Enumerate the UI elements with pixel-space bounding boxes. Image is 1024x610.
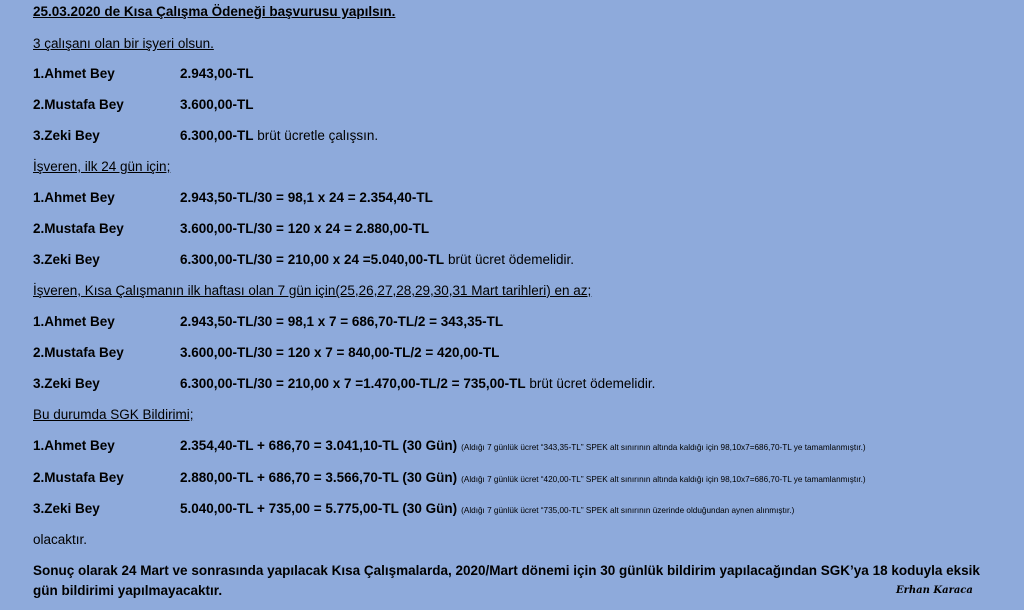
employee-name: 1.Ahmet Bey xyxy=(33,66,115,81)
intro-line: 3 çalışanı olan bir işyeri olsun. xyxy=(33,36,214,51)
calc-formula: 3.600,00-TL/30 = 120 x 7 = 840,00-TL/2 = 420,00-TL xyxy=(180,345,500,360)
employee-name: 3.Zeki Bey xyxy=(33,501,100,516)
employee-salary: 6.300,00-TL xyxy=(180,128,254,143)
employee-name: 2.Mustafa Bey xyxy=(33,221,124,236)
sgk-formula: 2.880,00-TL + 686,70 = 3.566,70-TL (30 Gün) xyxy=(180,470,458,485)
employee-salary: 3.600,00-TL xyxy=(180,97,254,112)
employee-name: 2.Mustafa Bey xyxy=(33,470,124,485)
calc-formula: 3.600,00-TL/30 = 120 x 24 = 2.880,00-TL xyxy=(180,221,430,236)
sgk-note: (Aldığı 7 günlük ücret “343,35-TL” SPEK alt sınırının altında kaldığı için 98,10x7=686,70-TL ye tamamlanmıştır.) xyxy=(461,443,866,452)
document-title: 25.03.2020 de Kısa Çalışma Ödeneği başvurusu yapılsın. xyxy=(33,4,396,19)
calc-formula: 6.300,00-TL/30 = 210,00 x 7 =1.470,00-TL/2 = 735,00-TL xyxy=(180,376,526,391)
employee-name: 1.Ahmet Bey xyxy=(33,438,115,453)
employee-name: 3.Zeki Bey xyxy=(33,128,100,143)
calc-suffix: brüt ücret ödemelidir. xyxy=(444,252,574,267)
employee-name: 3.Zeki Bey xyxy=(33,376,100,391)
employee-name: 3.Zeki Bey xyxy=(33,252,100,267)
employee-name: 2.Mustafa Bey xyxy=(33,97,124,112)
employee-name: 2.Mustafa Bey xyxy=(33,345,124,360)
sgk-note: (Aldığı 7 günlük ücret “735,00-TL” SPEK alt sınırının üzerinde olduğundan aynen alınmıştır.) xyxy=(461,506,795,515)
employee-name: 1.Ahmet Bey xyxy=(33,314,115,329)
section-heading: Bu durumda SGK Bildirimi; xyxy=(33,407,194,422)
calc-formula: 2.943,50-TL/30 = 98,1 x 24 = 2.354,40-TL xyxy=(180,190,433,205)
author-signature: Erhan Karaca xyxy=(896,585,973,596)
closing-line: olacaktır. xyxy=(33,532,88,547)
employee-suffix: brüt ücretle çalışsın. xyxy=(253,128,379,143)
sgk-note: (Aldığı 7 günlük ücret “420,00-TL” SPEK alt sınırının altında kaldığı için 98,10x7=686,70-TL ye tamamlanmıştır.) xyxy=(461,475,866,484)
calc-formula: 6.300,00-TL/30 = 210,00 x 24 =5.040,00-TL xyxy=(180,252,445,267)
sgk-formula: 5.040,00-TL + 735,00 = 5.775,00-TL (30 Gün) xyxy=(180,501,458,516)
sgk-formula: 2.354,40-TL + 686,70 = 3.041,10-TL (30 Gün) xyxy=(180,438,458,453)
calc-formula: 2.943,50-TL/30 = 98,1 x 7 = 686,70-TL/2 = 343,35-TL xyxy=(180,314,504,329)
section-heading: İşveren, Kısa Çalışmanın ilk haftası olan 7 gün için(25,26,27,28,29,30,31 Mart tarihleri) en az; xyxy=(33,283,592,298)
employee-name: 1.Ahmet Bey xyxy=(33,190,115,205)
conclusion-paragraph: Sonuç olarak 24 Mart ve sonrasında yapılacak Kısa Çalışmalarda, 2020/Mart dönemi için 30 günlük bildirim yapılacağından SGK’ya 18 koduyla eksik gün bildirimi yapılmayacaktır. xyxy=(33,563,980,598)
employee-salary: 2.943,00-TL xyxy=(180,66,254,81)
section-heading: İşveren, ilk 24 gün için; xyxy=(33,159,171,174)
calc-suffix: brüt ücret ödemelidir. xyxy=(525,376,656,391)
